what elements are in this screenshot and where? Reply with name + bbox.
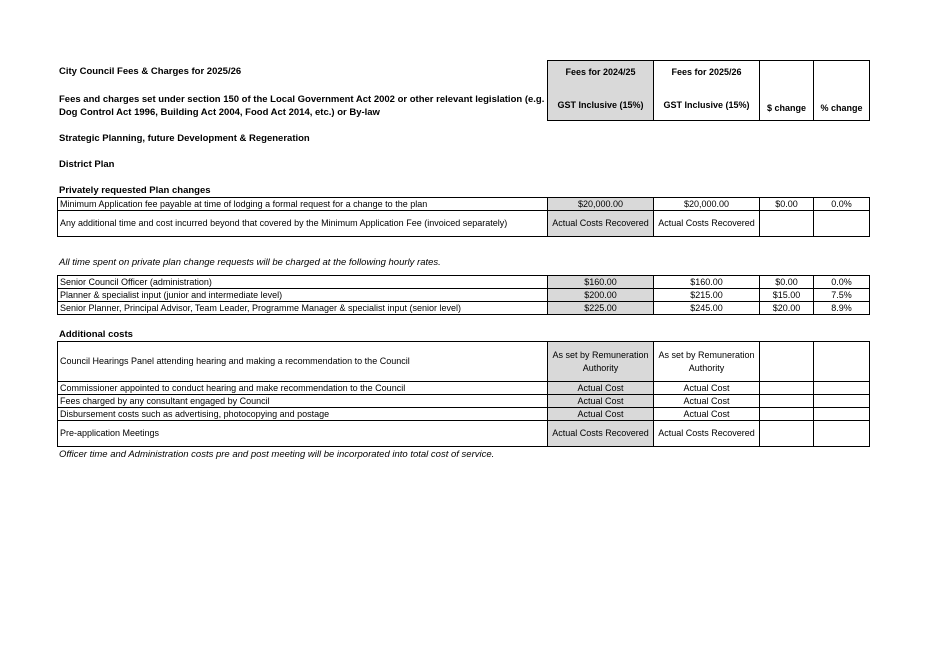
dollar-change: $0.00 [760,198,814,211]
table-row [58,302,870,315]
table-row [58,198,870,211]
plan-changes-heading: Privately requested Plan changes [59,185,211,196]
fee-2024: Actual Cost [548,408,654,421]
table-row [58,382,870,395]
additional-costs-heading: Additional costs [59,329,133,340]
dollar-change [760,342,814,382]
dollar-change [760,421,814,447]
fee-2025: $245.00 [654,302,760,315]
fee-2025: Actual Cost [654,382,760,395]
column-header-table [547,60,870,121]
percent-change [814,342,870,382]
table-row [58,408,870,421]
fee-2024: Actual Costs Recovered [548,211,654,237]
row-description: Council Hearings Panel attending hearing and making a recommendation to the Council [58,342,548,382]
fee-2025: Actual Costs Recovered [654,211,760,237]
row-description: Minimum Application fee payable at time of lodging a formal request for a change to the plan [58,198,548,211]
fee-2025: $215.00 [654,289,760,302]
hourly-rates-table [57,275,870,315]
row-description: Fees charged by any consultant engaged by Council [58,395,548,408]
fee-2024: Actual Cost [548,382,654,395]
fee-2024: $225.00 [548,302,654,315]
fee-2024: Actual Cost [548,395,654,408]
table-row [58,395,870,408]
fee-2025: $20,000.00 [654,198,760,211]
row-description: Disbursement costs such as advertising, photocopying and postage [58,408,548,421]
fee-2025: Actual Cost [654,395,760,408]
header-dollar-change: $ change [760,61,814,121]
row-description: Any additional time and cost incurred beyond that covered by the Minimum Application Fee (invoiced separately) [58,211,548,237]
subsection-heading: District Plan [59,159,115,170]
header-fees-2025-gst: GST Inclusive (15%) [663,100,750,110]
dollar-change: $0.00 [760,276,814,289]
row-description: Senior Council Officer (administration) [58,276,548,289]
percent-change: 8.9% [814,302,870,315]
percent-change [814,382,870,395]
header-fees-2025 [654,61,760,121]
percent-change [814,211,870,237]
intro-text-line2: Dog Control Act 1996, Building Act 2004, Food Act 2014, etc.) or By-law [59,107,380,118]
table-row [58,276,870,289]
hourly-rates-note: All time spent on private plan change requests will be charged at the following hourly rates. [59,257,441,268]
fee-2024: As set by Remuneration Authority [548,342,654,382]
table-row [58,421,870,447]
fee-2024: Actual Costs Recovered [548,421,654,447]
header-percent-change: % change [814,61,870,121]
dollar-change: $15.00 [760,289,814,302]
percent-change: 0.0% [814,276,870,289]
header-fees-2024 [548,61,654,121]
additional-costs-table [57,341,870,447]
percent-change [814,408,870,421]
footnote: Officer time and Administration costs pre and post meeting will be incorporated into total cost of service. [59,449,495,460]
fee-2025: As set by Remuneration Authority [654,342,760,382]
page-title: City Council Fees & Charges for 2025/26 [59,66,242,77]
fee-2024: $20,000.00 [548,198,654,211]
table-row [58,289,870,302]
header-fees-2025-title: Fees for 2025/26 [671,67,742,77]
fee-2025: Actual Costs Recovered [654,421,760,447]
row-description: Senior Planner, Principal Advisor, Team Leader, Programme Manager & specialist input (senior level) [58,302,548,315]
plan-changes-table [57,197,870,237]
row-description: Planner & specialist input (junior and intermediate level) [58,289,548,302]
dollar-change [760,382,814,395]
percent-change: 7.5% [814,289,870,302]
row-description: Pre-application Meetings [58,421,548,447]
dollar-change [760,211,814,237]
dollar-change: $20.00 [760,302,814,315]
header-fees-2024-title: Fees for 2024/25 [565,67,636,77]
dollar-change [760,408,814,421]
fee-2024: $200.00 [548,289,654,302]
fee-2025: Actual Cost [654,408,760,421]
header-fees-2024-gst: GST Inclusive (15%) [557,100,644,110]
percent-change [814,395,870,408]
table-row [58,211,870,237]
row-description: Commissioner appointed to conduct hearing and make recommendation to the Council [58,382,548,395]
table-row [58,342,870,382]
dollar-change [760,395,814,408]
percent-change [814,421,870,447]
intro-text-line1: Fees and charges set under section 150 of the Local Government Act 2002 or other relevant legislation (e.g. [59,94,545,105]
fee-2024: $160.00 [548,276,654,289]
section-heading: Strategic Planning, future Development & Regeneration [59,133,310,144]
fee-2025: $160.00 [654,276,760,289]
percent-change: 0.0% [814,198,870,211]
